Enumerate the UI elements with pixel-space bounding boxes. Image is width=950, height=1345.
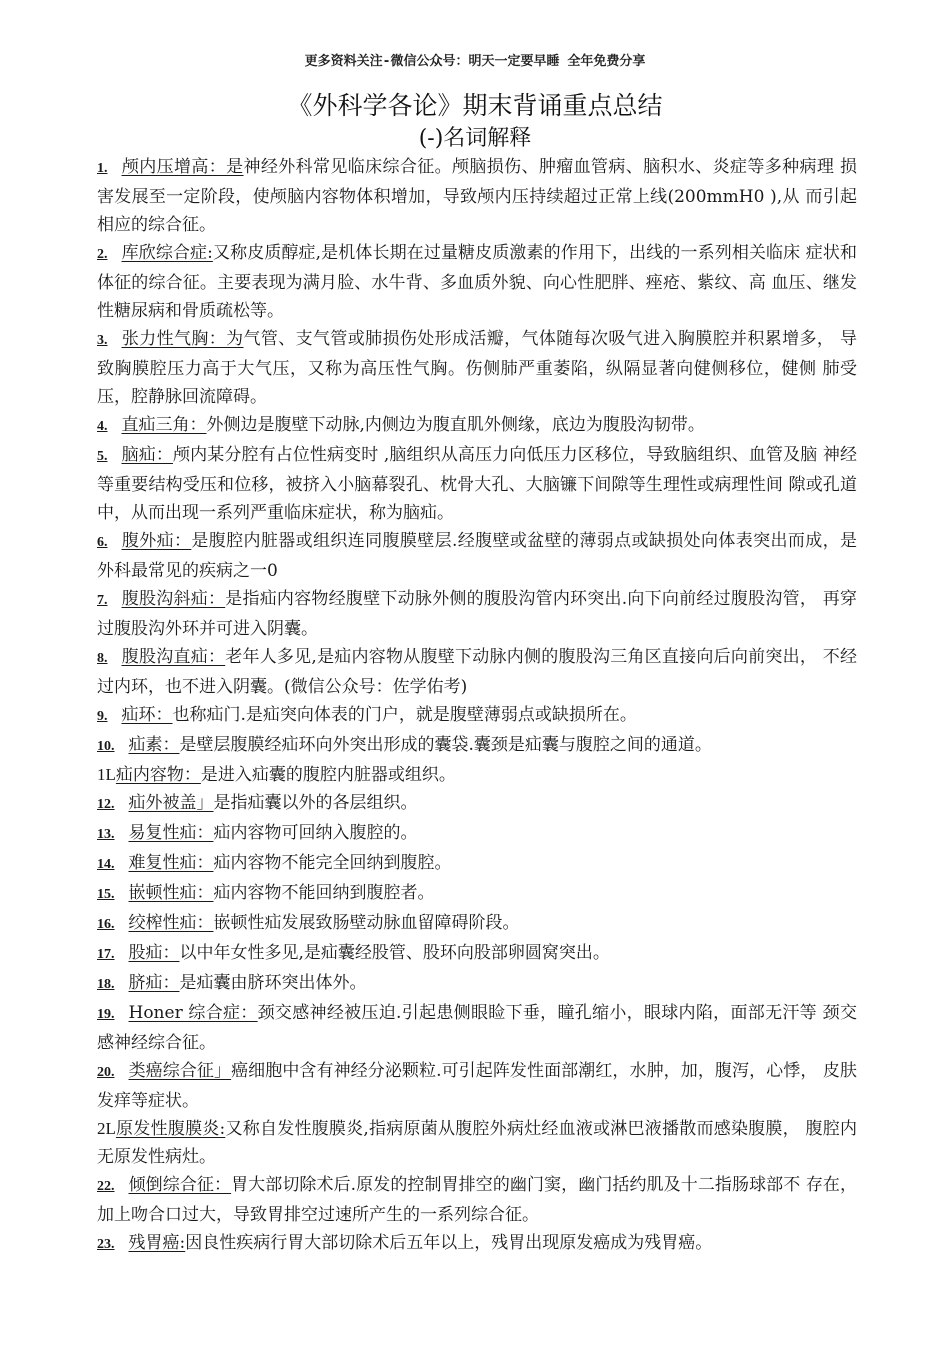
definition-entry — [97, 789, 857, 819]
entry-term: 张力性气胸：为 — [121, 329, 244, 349]
definition-entry — [97, 761, 857, 789]
entry-number: 14. — [97, 857, 115, 872]
entry-term: 股疝： — [128, 943, 180, 963]
entry-definition: 癌细胞中含有神经分泌颗粒.可引起阵发性面部潮红，水肿，加，腹泻，心悸， 皮肤发痒等症状。 — [97, 1061, 858, 1111]
definition-entry — [97, 939, 857, 969]
entry-term: 倾倒综合征： — [128, 1175, 232, 1195]
definition-entry — [97, 1115, 857, 1171]
definition-entry — [97, 731, 857, 761]
entry-definition: 是进入疝囊的腹腔内脏器或组织。 — [200, 765, 456, 785]
entry-definition: 气管、支气管或肺损伤处形成活瓣，气体随每次吸气进入胸膜腔并积累增多， 导致胸膜腔压力高于大气压，又称为高压性气胸。伤侧肺严重萎陷，纵隔显著向健侧移位，健侧 肺受压，腔静脉回流障碍。 — [97, 329, 858, 407]
entry-definition: 是壁层腹膜经疝环向外突出形成的囊袋.囊颈是疝囊与腹腔之间的通道。 — [179, 735, 712, 755]
entry-definition: 老年人多见,是疝内容物从腹壁下动脉内侧的腹股沟三角区直接向后向前突出， 不经过内环，也不进入阴囊。(微信公众号：佐学佑考) — [97, 647, 857, 697]
entry-term: 易复性疝： — [128, 823, 214, 843]
entry-definition: 又称自发性腹膜炎,指病原菌从腹腔外病灶经血液或淋巴液播散而感染腹膜， 腹腔内无原发性病灶。 — [97, 1119, 857, 1167]
entry-term: 库欣综合症: — [121, 243, 213, 263]
definition-entry — [97, 643, 857, 701]
entry-definition: 外侧边是腹壁下动脉,内侧边为腹直肌外侧缘，底边为腹股沟韧带。 — [206, 415, 705, 435]
entry-number: 16. — [97, 917, 115, 932]
entry-number: 23. — [97, 1237, 115, 1252]
definition-entry — [97, 701, 857, 731]
entry-term: 类癌综合征」 — [128, 1061, 232, 1081]
entry-term: 原发性腹膜炎: — [115, 1119, 226, 1139]
entry-term: 难复性疝： — [128, 853, 214, 873]
entry-definition: 嵌顿性疝发展致肠壁动脉血留障碍阶段。 — [213, 913, 520, 933]
entry-number: 2. — [97, 247, 108, 262]
entry-number: 22. — [97, 1179, 115, 1194]
entry-definition: 是疝囊由脐环突出体外。 — [179, 973, 367, 993]
definition-entry — [97, 849, 857, 879]
entry-number: 3. — [97, 333, 108, 348]
entry-term: 脐疝： — [128, 973, 180, 993]
definition-entry — [97, 585, 857, 643]
entry-definition: 疝内容物可回纳入腹腔的。 — [213, 823, 418, 843]
entry-number: 9. — [97, 709, 108, 724]
definition-entry — [97, 153, 857, 239]
definition-entry — [97, 325, 857, 411]
page-title: 《外科学各论》期末背诵重点总结 — [287, 91, 663, 120]
definition-entry — [97, 239, 857, 325]
entry-definition: 胃大部切除术后.原发的控制胃排空的幽门窦，幽门括约肌及十二指肠球部不 存在，加上吻合口过大，导致胃排空过速所产生的一系列综合征。 — [97, 1175, 858, 1225]
entry-definition: 颅内某分腔有占位性病变时 ,脑组织从高压力向低压力区移位，导致脑组织、血管及脑 神经等重要结构受压和位移，被挤入小脑幕裂孔、枕骨大孔、大脑镰下间隙等生理性或病理性间 隙或孔道中，从而出现一系列严重临床症状，称为脑疝。 — [97, 445, 858, 523]
section-title: (-)名词解释 — [418, 126, 532, 151]
entry-number: 7. — [97, 593, 108, 608]
entry-definition: 又称皮质醇症,是机体长期在过量糖皮质激素的作用下，出线的一系列相关临床 症状和体征的综合征。主要表现为满月脸、水牛背、多血质外貌、向心性肥胖、痤疮、紫纹、高 血压、继发性糖尿病和骨质疏松等。 — [97, 243, 857, 321]
definition-entry — [97, 999, 857, 1057]
entry-number: 18. — [97, 977, 115, 992]
entry-term: 疝素： — [128, 735, 180, 755]
entry-number: 8. — [97, 651, 108, 666]
definition-entry — [97, 879, 857, 909]
entry-term: 颅内压增高：是 — [121, 157, 244, 177]
entry-term: 脑疝： — [121, 445, 173, 465]
definition-entry — [97, 819, 857, 849]
definition-entry — [97, 1229, 857, 1259]
definition-entry — [97, 1057, 857, 1115]
entry-number: 12. — [97, 797, 115, 812]
entry-number: 5. — [97, 449, 108, 464]
entry-term: 残胃癌: — [128, 1233, 186, 1253]
entry-number: 13. — [97, 827, 115, 842]
header-note: 更多资料关注-微信公众号：明天一定要早睡 全年免费分享 — [304, 54, 646, 69]
entry-number: 10. — [97, 739, 115, 754]
entry-term: 嵌顿性疝： — [128, 883, 214, 903]
entry-definition: 因良性疾病行胃大部切除术后五年以上，残胃出现原发癌成为残胃癌。 — [185, 1233, 713, 1253]
entry-definition: 是指疝囊以外的各层组织。 — [213, 793, 418, 813]
entry-number: 6. — [97, 535, 108, 550]
entry-definition: 疝内容物不能完全回纳到腹腔。 — [213, 853, 452, 873]
definition-entry — [97, 1171, 857, 1229]
definition-entry — [97, 527, 857, 585]
entry-term: 直疝三角： — [121, 415, 207, 435]
entry-definition: 以中年女性多见,是疝囊经股管、股环向股部卵圆窝突出。 — [179, 943, 610, 963]
entry-number: 15. — [97, 887, 115, 902]
entry-definition: 是腹腔内脏器或组织连同腹膜壁层.经腹壁或盆壁的薄弱点或缺损处向体表突出而成，是外科最常见的疾病之一0 — [97, 531, 857, 581]
entry-definition: 也称疝门.是疝突向体表的门户，就是腹壁薄弱点或缺损所在。 — [172, 705, 637, 725]
entry-number: 19. — [97, 1007, 115, 1022]
entry-number: 1. — [97, 161, 108, 176]
entry-definition: 疝内容物不能回纳到腹腔者。 — [213, 883, 435, 903]
entry-term: Honer 综合症： — [128, 1003, 258, 1023]
entry-term: 疝环： — [121, 705, 173, 725]
entry-definition: 神经外科常见临床综合征。颅脑损伤、肿瘤血管病、脑积水、炎症等多种病理 损害发展至一定阶段，使颅脑内容物体积增加，导致颅内压持续超过正常上线(200mmH0 ),从 而引起相应的综合征。 — [97, 157, 858, 235]
entry-number: 1L — [97, 765, 116, 784]
entry-term: 腹股沟直疝： — [121, 647, 226, 667]
definition-entry — [97, 969, 857, 999]
definition-list — [97, 153, 857, 1259]
definition-entry — [97, 909, 857, 939]
entry-term: 疝内容物： — [115, 765, 201, 785]
entry-term: 疝外被盖」 — [128, 793, 214, 813]
entry-definition: 颈交感神经被压迫.引起患侧眼睑下垂，瞳孔缩小，眼球内陷，面部无汗等 颈交感神经综合征。 — [97, 1003, 857, 1053]
entry-term: 腹股沟斜疝： — [121, 589, 226, 609]
definition-entry — [97, 441, 857, 527]
entry-number: 17. — [97, 947, 115, 962]
entry-definition: 是指疝内容物经腹壁下动脉外侧的腹股沟管内环突出.向下向前经过腹股沟管， 再穿过腹股沟外环并可进入阴囊。 — [97, 589, 857, 639]
entry-term: 绞榨性疝： — [128, 913, 214, 933]
entry-term: 腹外疝： — [121, 531, 192, 551]
definition-entry — [97, 411, 857, 441]
entry-number: 2L — [97, 1119, 116, 1138]
entry-number: 4. — [97, 419, 108, 434]
entry-number: 20. — [97, 1065, 115, 1080]
